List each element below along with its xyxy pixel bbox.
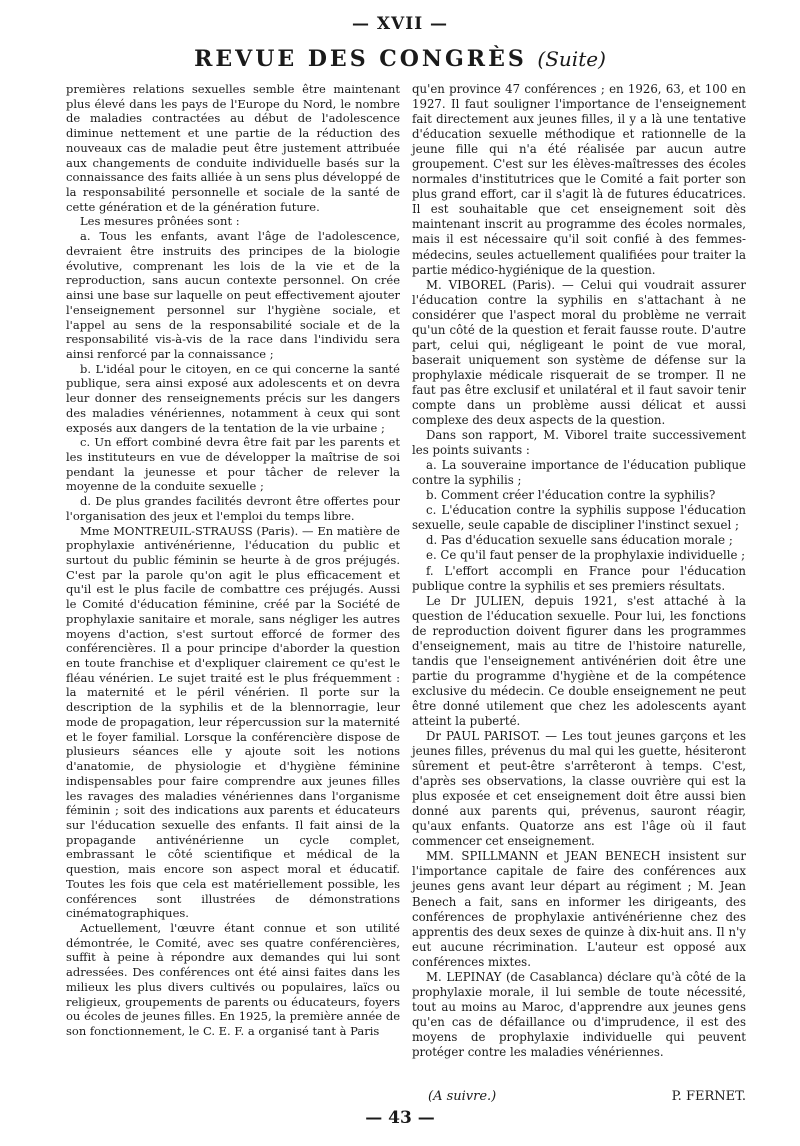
paragraph: Le Dr JULIEN, depuis 1921, s'est attaché à la question de l'éducation sexuelle. Pour lui, les fonctions de reproduction doivent figurer dans les programmes d'enseignement, mais au titre de l'histoire naturelle, tandis que l'enseignement antivénérien doit être une partie du programme d'hygiène et de la compétence exclusive du médecin. Ce double enseignement ne peut être donné utilement que chez les adolescents ayant atteint la puberté.: [412, 593, 746, 728]
title-suffix: (Suite): [537, 47, 606, 71]
paragraph: a. Tous les enfants, avant l'âge de l'adolescence, devraient être instruits des principes de la biologie évolutive, comprenant les lois de la vie et de la reproduction, sans aucun contexte personnel. On crée ainsi une base sur laquelle on peut effectivement ajouter l'enseignement personnel sur l'hygiène sociale, et l'appel au sens de la responsabilité sociale et de la responsabilité vis-à-vis de la race dans l'individu sera ainsi renforcé par la connaissance ;: [66, 229, 400, 361]
title-main: REVUE DES CONGRÈS: [194, 46, 527, 72]
author-signature: P. FERNET.: [671, 1089, 746, 1104]
paragraph: Actuellement, l'œuvre étant connue et son utilité démontrée, le Comité, avec ses quatre conférencières, suffit à peine à répondre aux demandes qui lui sont adressées. Des conférences ont été ainsi faites dans les milieux les plus divers cultivés ou populaires, laïcs ou religieux, groupements de parents ou éducateurs, foyers ou écoles de jeunes filles. En 1925, la première année de son fonctionnement, le C. E. F. a organisé tant à Paris: [66, 920, 400, 1038]
paragraph: qu'en province 47 conférences ; en 1926, 63, et 100 en 1927. Il faut souligner l'importance de l'enseignement fait directement aux jeunes filles, il y a là une tentative d'éducation sexuelle méthodique et rationnelle de la jeune fille qui n'a été réalisée par aucun autre groupement. C'est sur les élèves-maîtresses des écoles normales d'institutrices que le Comité a fait porter son plus grand effort, car il s'agit là de futures éducatrices. Il est souhaitable que cet enseignement soit dès maintenant inscrit au programme des écoles normales, mais il est nécessaire qu'il soit confié à des femmes-médecins, seules actuellement qualifiées pour traiter la partie médico-hygiénique de la question.: [412, 82, 746, 277]
paragraph: c. L'éducation contre la syphilis suppose l'éducation sexuelle, seule capable de discipliner l'instinct sexuel ;: [412, 503, 746, 533]
paragraph: a. La souveraine importance de l'éducation publique contre la syphilis ;: [412, 458, 746, 488]
paragraph: Dr PAUL PARISOT. — Les tout jeunes garçons et les jeunes filles, prévenus du mal qui les guette, hésiteront sûrement et peut-être s'arrêteront à temps. C'est, d'après ses observations, la classe ouvrière qui est la plus exposée et cet enseignement doit être aussi bien donné aux parents qui, prévenus, sauront réagir, qu'aux enfants. Quatorze ans est l'âge où il faut commencer cet enseignement.: [412, 729, 746, 849]
paragraph: premières relations sexuelles semble être maintenant plus élevé dans les pays de l'Europe du Nord, le nombre de maladies contractées au début de l'adolescence diminue nettement et une partie de la réduction des nouveaux cas de maladie peut être justement attribuée aux changements de conduite individuelle basés sur la connaissance des faits alliée à un sens plus développé de la responsabilité personnelle et sociale de la santé de cette génération et de la génération future.: [66, 82, 400, 214]
paragraph: Mme MONTREUIL-STRAUSS (Paris). — En matière de prophylaxie antivénérienne, l'éducation du public et surtout du public féminin se heurte à de gros préjugés. C'est par la parole qu'on agit le plus efficacement et qu'il est le plus facile de combattre ces préjugés. Aussi le Comité d'éducation féminine, créé par la Société de prophylaxie sanitaire et morale, sans négliger les autres moyens d'action, s'est surtout efforcé de former des conférencières. Il a pour principe d'aborder la question en toute franchise et d'expliquer clairement ce qu'est le fléau vénérien. Le sujet traité est le plus fréquemment : la maternité et le péril vénérien. Il porte sur la description de la syphilis et de la blennorragie, leur mode de propagation, leur répercussion sur la maternité et le foyer familial. Lorsque la conférencière dispose de plusieurs séances elle y ajoute soit les notions d'anatomie, de physiologie et d'hygiène féminine indispensables pour faire comprendre aux jeunes filles les ravages des maladies vénériennes dans l'organisme féminin ; soit des indications aux parents et éducateurs sur l'éducation sexuelle des enfants. Il fait ainsi de la propagande antivénérienne un cycle complet, embrassant le côté scientifique et médical de la question, mais encore son aspect moral et éducatif. Toutes les fois que cela est matériellement possible, les conférences sont illustrées de démonstrations cinématographiques.: [66, 523, 400, 921]
paragraph: d. Pas d'éducation sexuelle sans éducation morale ;: [426, 533, 733, 548]
paragraph: MM. SPILLMANN et JEAN BENECH insistent sur l'importance capitale de faire des conférences aux jeunes gens avant leur départ au régiment ; M. Jean Benech a fait, sans en informer les dirigeants, des conférences de prophylaxie antivénérienne chez des apprentis des deux sexes de quinze à dix-huit ans. Il n'y eut aucune récrimination. L'auteur est opposé aux conférences mixtes.: [412, 849, 746, 969]
page-title: [0, 46, 800, 72]
paragraph: e. Ce qu'il faut penser de la prophylaxie individuelle ;: [426, 548, 746, 563]
page-number: — 43 —: [365, 1108, 435, 1128]
continued-note: (A suivre.): [428, 1089, 497, 1104]
paragraph: b. Comment créer l'éducation contre la syphilis?: [426, 488, 716, 503]
right-column: [412, 82, 746, 1060]
paragraph: d. De plus grandes facilités devront être offertes pour l'organisation des jeux et l'emploi du temps libre.: [66, 494, 400, 523]
article-footer: [412, 1089, 746, 1104]
paragraph: Les mesures prônées sont :: [80, 214, 240, 229]
paragraph: f. L'effort accompli en France pour l'éducation publique contre la syphilis et ses premiers résultats.: [412, 563, 746, 593]
paragraph: M. VIBOREL (Paris). — Celui qui voudrait assurer l'éducation contre la syphilis en s'attachant à ne considérer que l'aspect moral du problème ne verrait qu'un côté de la question et ferait fausse route. D'autre part, celui qui, négligeant le point de vue moral, baserait uniquement son système de défense sur la prophylaxie médicale risquerait de se tromper. Il ne faut pas être exclusif et unilatéral et il faut savoir tenir compte dans un problème aussi délicat et aussi complexe des deux aspects de la question.: [412, 277, 746, 428]
left-column: [66, 82, 400, 1039]
paragraph: b. L'idéal pour le citoyen, en ce qui concerne la santé publique, sera ainsi exposé aux adolescents et on devra leur donner des renseignements précis sur les dangers des maladies vénériennes, notamment à ceux qui sont exposés aux dangers de la tentation de la vie urbaine ;: [66, 361, 400, 435]
paragraph: M. LEPINAY (de Casablanca) déclare qu'à côté de la prophylaxie morale, il lui semble de toute nécessité, tout au moins au Maroc, d'apprendre aux jeunes gens qu'en cas de défaillance ou d'imprudence, il est des moyens de prophylaxie individuelle qui peuvent protéger contre les maladies vénériennes.: [412, 969, 746, 1059]
paragraph: c. Un effort combiné devra être fait par les parents et les instituteurs en vue de développer la maîtrise de soi pendant la jeunesse et pour tâcher de relever la moyenne de la conduite sexuelle ;: [66, 435, 400, 494]
paragraph: Dans son rapport, M. Viborel traite successivement les points suivants :: [412, 428, 746, 458]
header-page-roman: — XVII —: [351, 14, 449, 34]
